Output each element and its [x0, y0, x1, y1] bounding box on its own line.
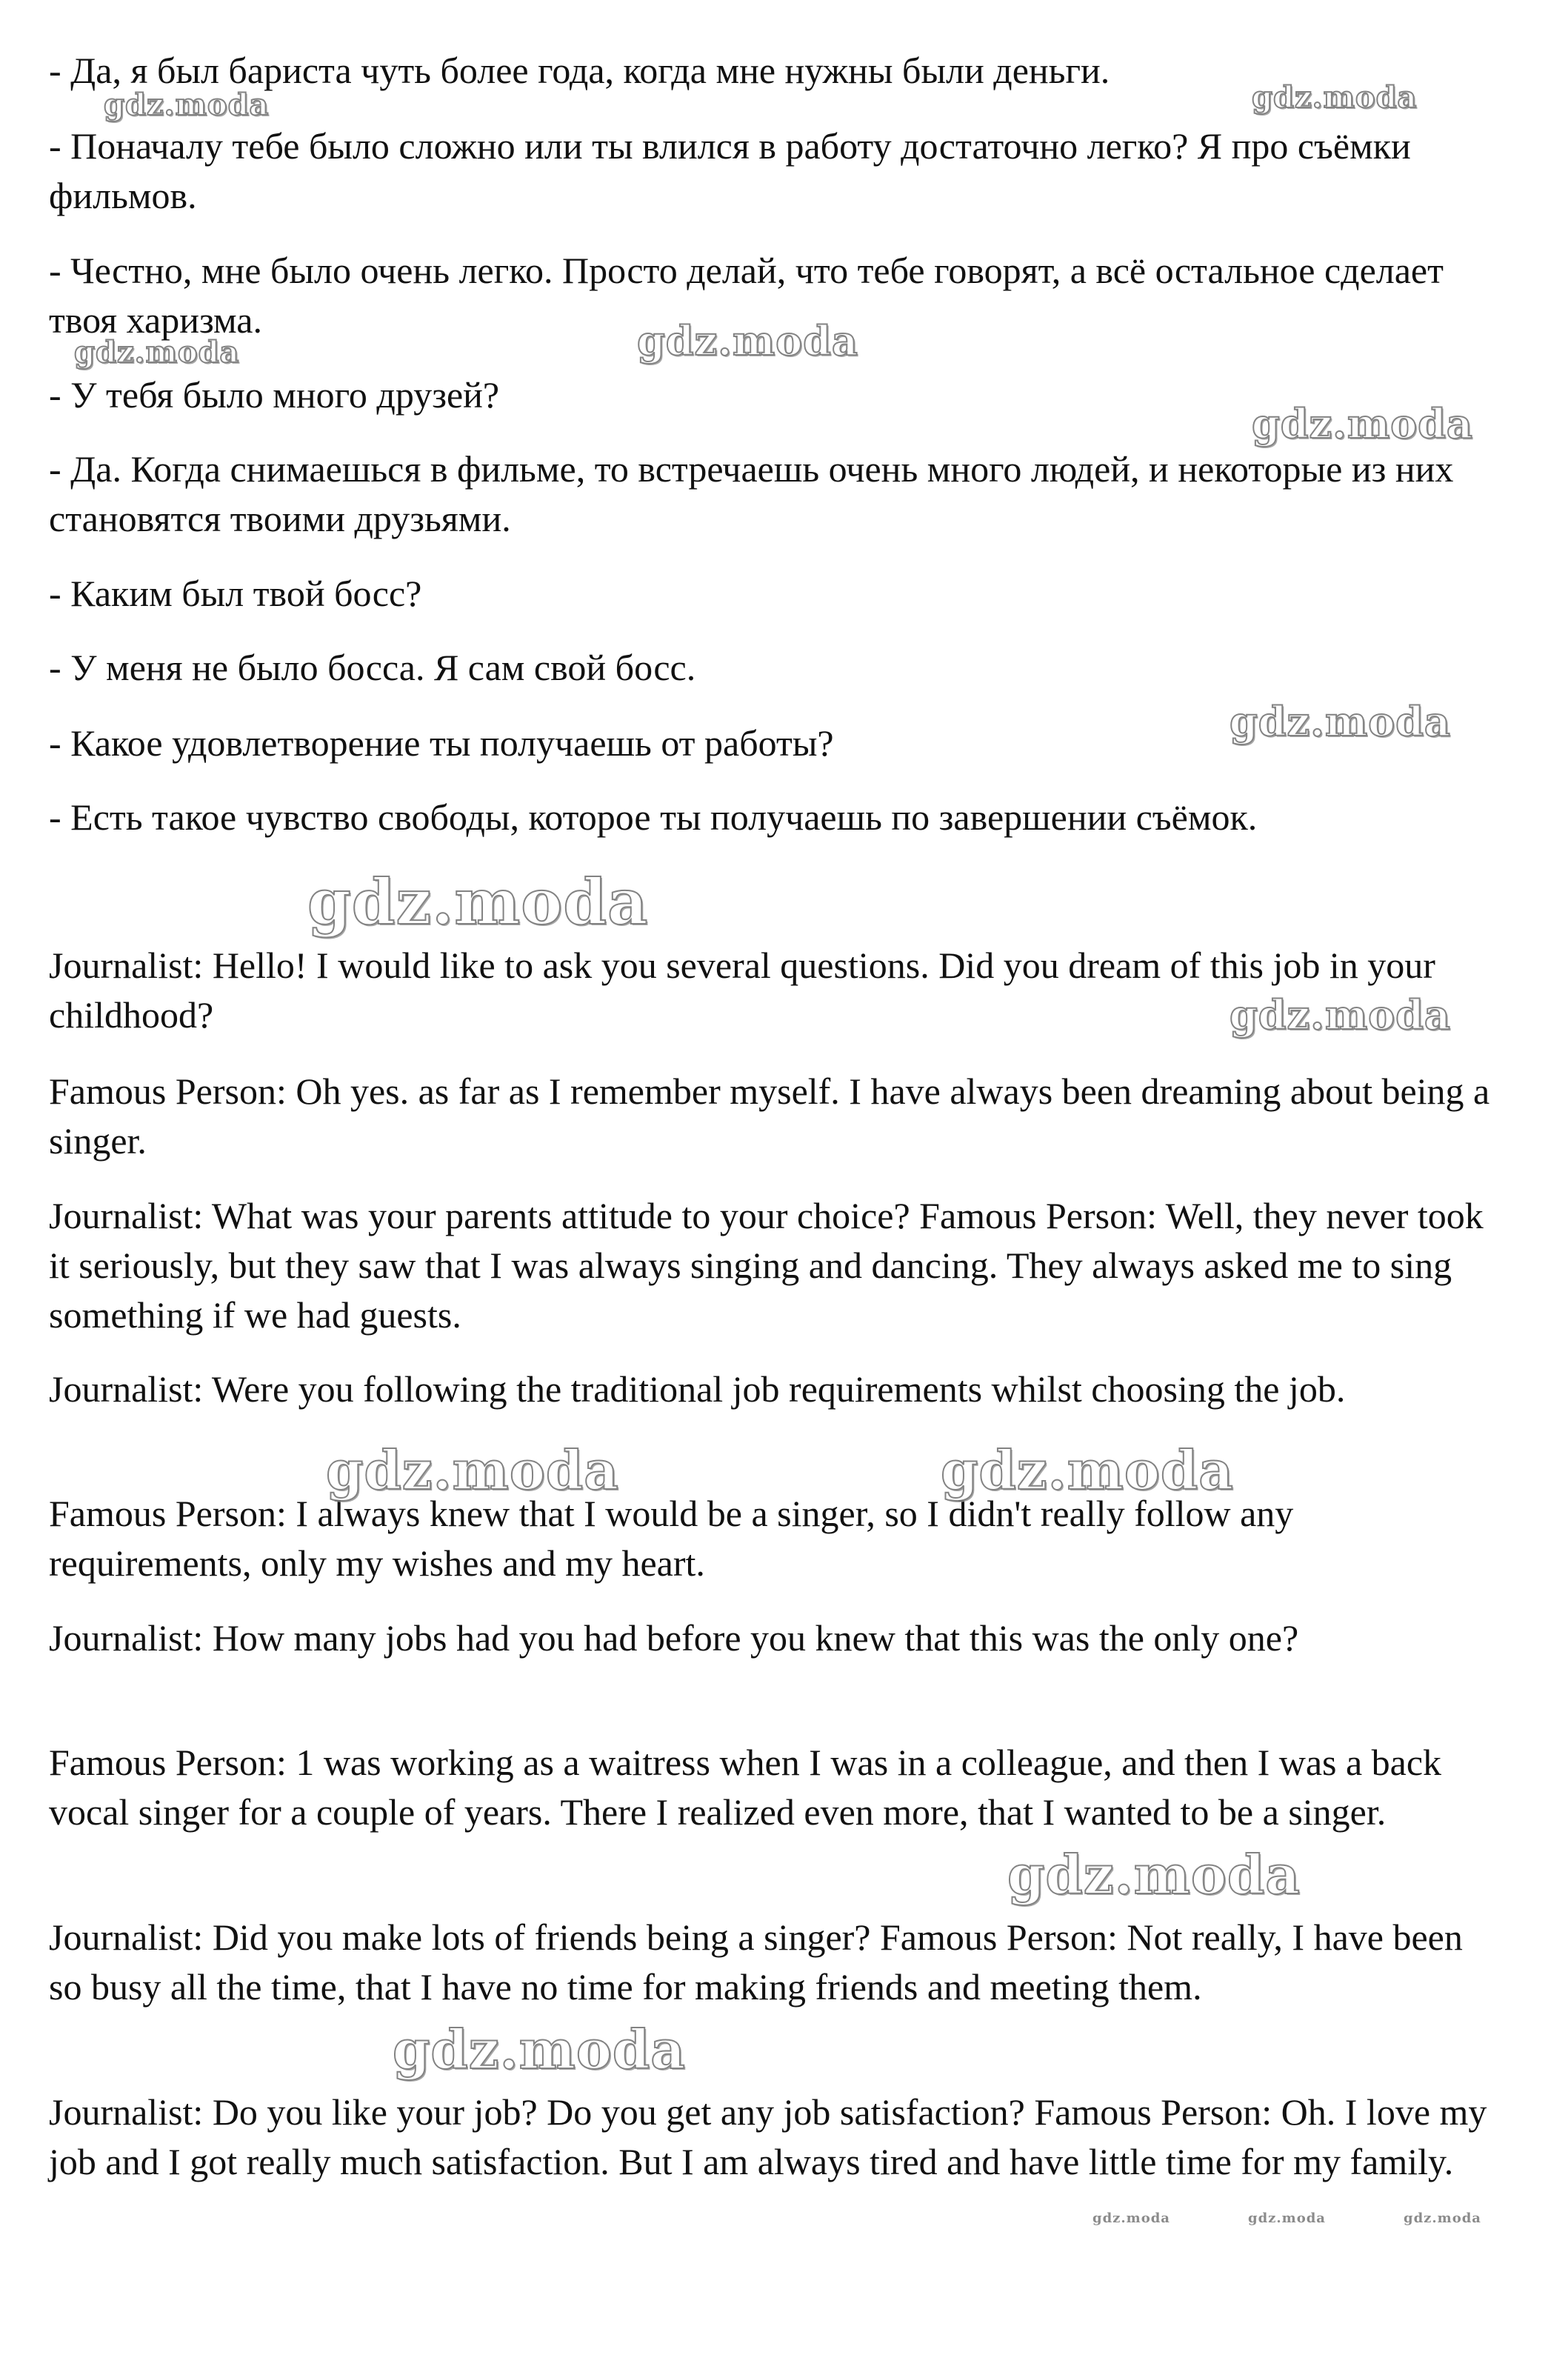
watermark: gdz.moda	[104, 87, 270, 122]
paragraph-9: - Есть такое чувство свободы, которое ты получаешь по завершении съёмок.	[49, 796, 1258, 838]
paragraph-2: - Поначалу тебе было сложно или ты влился в работу достаточно легко? Я про съёмки фильмов.	[49, 125, 1411, 216]
watermark: gdz.moda	[1007, 1843, 1301, 1906]
paragraph-16: Famous Person: 1 was working as a waitress when I was in a colleague, and then I was a back vocal singer for a couple of years. There I realized even more, that I wanted to be a singer.	[49, 1742, 1442, 1833]
paragraph-3: - Честно, мне было очень легко. Просто делай, что тебе говорят, а всё остальное сделает твоя харизма.	[49, 250, 1444, 341]
watermark: gdz.moda	[637, 317, 858, 364]
paragraph-17: Journalist: Did you make lots of friends being a singer? Famous Person: Not really, I have been so busy all the time, that I have no time for making friends and meeting them.	[49, 1916, 1463, 2008]
paragraph-13: Journalist: Were you following the traditional job requirements whilst choosing the job.	[49, 1368, 1346, 1410]
paragraph-11: Famous Person: Oh yes. as far as I remember myself. I have always been dreaming about being a singer.	[49, 1070, 1490, 1162]
watermark: gdz.moda	[941, 1439, 1234, 1502]
paragraph-14: Famous Person: I always knew that I would be a singer, so I didn't really follow any requirements, only my wishes and my heart.	[49, 1493, 1294, 1584]
paragraph-15: Journalist: How many jobs had you had before you knew that this was the only one?	[49, 1617, 1299, 1659]
paragraph-6: - Каким был твой босс?	[49, 573, 422, 614]
paragraph-7: - У меня не было босса. Я сам свой босс.	[49, 647, 696, 688]
watermark: gdz.moda	[326, 1439, 619, 1502]
watermark: gdz.moda	[1230, 698, 1451, 745]
paragraph-5: - Да. Когда снимаешься в фильме, то встречаешь очень много людей, и некоторые из них становятся твоими друзьями.	[49, 448, 1454, 539]
watermark: gdz.moda	[1230, 991, 1451, 1039]
watermark: gdz.moda	[1092, 2211, 1170, 2226]
paragraph-8: - Какое удовлетворение ты получаешь от работы?	[49, 722, 834, 764]
paragraph-4: - У тебя было много друзей?	[49, 374, 500, 416]
watermark: gdz.moda	[393, 2018, 686, 2081]
paragraph-18: Journalist: Do you like your job? Do you get any job satisfaction? Famous Person: Oh. I love my job and I got really much satisfaction. But I am always tired and have little time for my family.	[49, 2091, 1487, 2182]
paragraph-1: - Да, я был бариста чуть более года, когда мне нужны были деньги.	[49, 50, 1110, 91]
watermark: gdz.moda	[307, 865, 649, 939]
watermark: gdz.moda	[1404, 2211, 1481, 2226]
watermark: gdz.moda	[1248, 2211, 1326, 2226]
watermark: gdz.moda	[74, 335, 240, 370]
watermark: gdz.moda	[1252, 400, 1473, 447]
paragraph-12: Journalist: What was your parents attitude to your choice? Famous Person: Well, they never took it seriously, but they saw that I was always singing and dancing. They always asked me to sing something if we had guests.	[49, 1195, 1484, 1336]
watermark: gdz.moda	[1252, 80, 1418, 115]
paragraph-10: Journalist: Hello! I would like to ask you several questions. Did you dream of this job in your childhood?	[49, 945, 1435, 1036]
